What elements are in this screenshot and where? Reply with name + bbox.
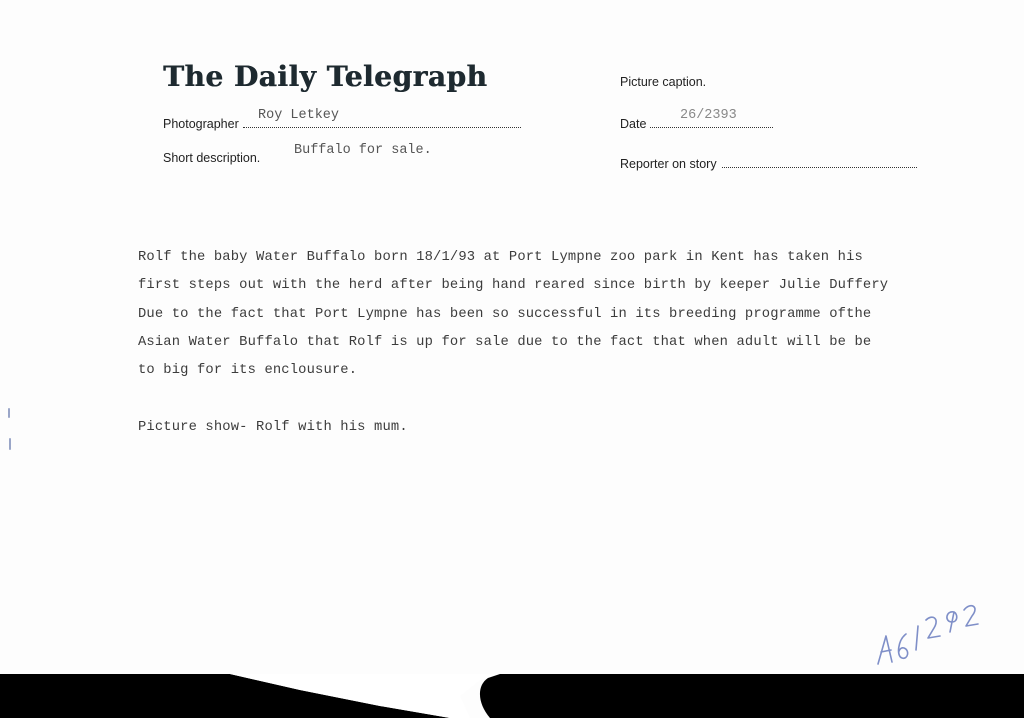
torn-edge-drawing (0, 674, 1024, 718)
date-value: 26/2393 (680, 108, 737, 123)
body-line-3: Due to the fact that Port Lympne has been so successful in its breeding programme ofthe (138, 307, 872, 322)
reporter-label: Reporter on story (620, 157, 717, 171)
date-label: Date (620, 117, 647, 131)
picture-show-line: Picture show- Rolf with his mum. (138, 420, 408, 435)
short-description-value: Buffalo for sale. (294, 143, 432, 158)
photographer-value: Roy Letkey (258, 108, 340, 123)
picture-caption-label: Picture caption. (620, 75, 707, 89)
body-line-4: Asian Water Buffalo that Rolf is up for sale due to the fact that when adult will be be (138, 335, 872, 350)
body-line-5: to big for its enclousure. (138, 363, 358, 378)
photographer-dotted-line (243, 127, 521, 128)
reporter-dotted-line (722, 167, 917, 168)
newspaper-masthead: The Daily Telegraph (163, 60, 488, 93)
photographer-label: Photographer (163, 117, 239, 131)
scan-background (0, 674, 1024, 718)
margin-mark (8, 408, 10, 418)
short-description-label: Short description. (163, 151, 261, 165)
date-dotted-line (650, 127, 773, 128)
body-line-1: Rolf the baby Water Buffalo born 18/1/93 at Port Lympne zoo park in Kent has taken his (138, 250, 863, 265)
handwritten-reference (872, 598, 992, 675)
margin-mark (9, 438, 11, 450)
handwritten-reference-drawing (872, 598, 992, 670)
body-line-2: first steps out with the herd after being hand reared since birth by keeper Julie Duffery (138, 278, 889, 293)
